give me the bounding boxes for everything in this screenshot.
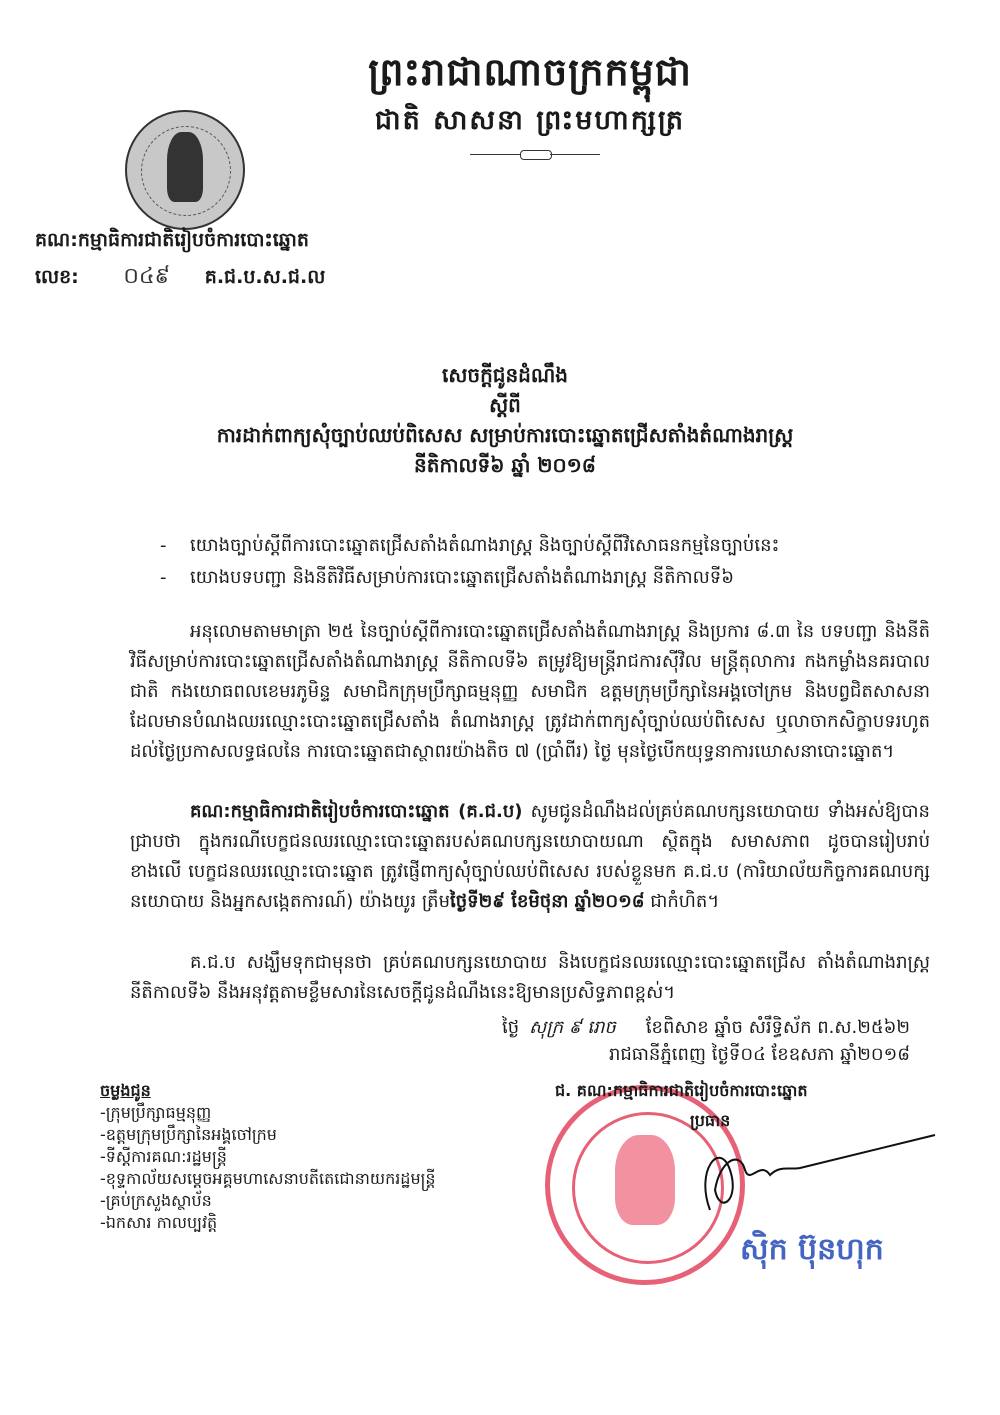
lunar-date: ថ្ងៃ សុក្រ ៩ រោច ខែពិសាខ ឆ្នាំច សំរឹទ្ធិស័ក ព.ស.២៥៦២ — [502, 1017, 910, 1038]
cc-list — [100, 1080, 436, 1234]
document-title — [180, 360, 830, 480]
body-paragraph-1: អនុលោមតាមមាត្រា ២៥ នៃច្បាប់ស្ដីពីការបោះឆ្នោតជ្រើសតាំងតំណាងរាស្ត្រ និងប្រការ ៨.៣ នៃ បទបញ្ជា និងនីតិវិធីសម្រាប់ការបោះឆ្នោតជ្រើសតាំងតំណាងរាស្ត្រ នីតិកាលទី៦ តម្រូវឱ្យមន្ត្រីរាជការស៊ីវិល មន្ត្រីតុលាការ កងកម្លាំងនគរបាលជាតិ កងយោធពលខេមរភូមិន្ទ សមាជិកក្រុមប្រឹក្សាធម្មនុញ្ញ សមាជិក ឧត្ដមក្រុមប្រឹក្សានៃអង្គចៅក្រម និងបព្វជិតសាសនា ដែលមានបំណងឈរឈ្មោះបោះឆ្នោតជ្រើសតាំង តំណាងរាស្ត្រ ត្រូវដាក់ពាក្យសុំច្បាប់ឈប់ពិសេស ឬលាចាកសិក្ខាបទរហូតដល់ថ្ងៃប្រកាសលទ្ធផលនៃ ការបោះឆ្នោតជាស្ថាពរយ៉ាងតិច ៧ (ប្រាំពីរ) ថ្ងៃ មុនថ្ងៃបើកយុទ្ធនាការឃោសនាបោះឆ្នោត។ — [130, 621, 930, 762]
cc-item: -ទីស្ដីការគណ:រដ្ឋមន្ត្រី — [100, 1147, 227, 1166]
deadline: ថ្ងៃទី២៩ ខែមិថុនា ឆ្នាំ២០១៨ — [450, 891, 645, 912]
cc-item: -ឧត្ដមក្រុមប្រឹក្សានៃអង្គចៅក្រម — [100, 1125, 277, 1144]
ref-number: ០៤៩ — [123, 264, 171, 289]
ref-label: លេខ: — [35, 266, 79, 288]
signature-scribble — [690, 1130, 940, 1220]
organization-name: គណ:កម្មាធិការជាតិរៀបចំការបោះឆ្នោត (គ.ជ.ប) — [190, 801, 523, 822]
national-motto: ជាតិ សាសនា ព្រះមហាក្សត្រ — [374, 105, 686, 136]
signer-name: ស៊ិក ប៊ុនហុក — [740, 1232, 884, 1267]
title-line-2: ស្ដីពី — [489, 393, 521, 417]
title-line-4: នីតិកាលទី៦ ឆ្នាំ ២០១៨ — [414, 453, 596, 477]
ornament-divider — [470, 150, 600, 160]
nec-emblem-logo — [125, 110, 245, 230]
cc-item: -គ្រប់ក្រសួងស្ថាប័ន — [100, 1191, 212, 1210]
reference-number — [35, 262, 325, 294]
cc-item: -ក្រុមប្រឹក្សាធម្មនុញ្ញ — [100, 1103, 212, 1122]
body-paragraph-3: គ.ជ.ប សង្ឃឹមទុកជាមុនថា គ្រប់គណបក្សនយោបាយ និងបេក្ខជនឈរឈ្មោះបោះឆ្នោតជ្រើស តាំងតំណាងរាស្ត្រ នីតិកាលទី៦ នឹងអនុវត្តតាមខ្លឹមសារនៃសេចក្ដីជូនដំណឹងនេះឱ្យមានប្រសិទ្ធភាពខ្ពស់។ — [130, 952, 930, 1003]
body-paragraph-2: គណ:កម្មាធិការជាតិរៀបចំការបោះឆ្នោត (គ.ជ.ប) សូមជូនដំណឹងដល់គ្រប់គណបក្សនយោបាយ ទាំងអស់ឱ្យបានជ្រាបថា ក្នុងករណីបេក្ខជនឈរឈ្មោះបោះឆ្នោតរបស់គណបក្សនយោបាយណា ស្ថិតក្នុង សមាសភាព ដូចបានរៀបរាប់ខាងលើ បេក្ខជនឈរឈ្មោះបោះឆ្នោត ត្រូវផ្ញើពាក្យសុំច្បាប់ឈប់ពិសេស របស់ខ្លួនមក គ.ជ.ប (ការិយាល័យកិច្ចការគណបក្សនយោបាយ និងអ្នកសង្កេតការណ៍) យ៉ាងយូរ ត្រឹមថ្ងៃទី២៩ ខែមិថុនា ឆ្នាំ២០១៨ ជាកំហិត។ — [130, 801, 930, 912]
references-list — [160, 530, 920, 594]
ref-code: គ.ជ.ប.ស.ជ.ល — [204, 266, 326, 288]
cc-title: ចម្លងជូន — [100, 1081, 151, 1100]
handwritten-day: សុក្រ ៩ រោច — [529, 1017, 616, 1038]
signer-title: ប្រធាន — [690, 1111, 731, 1130]
solar-date: រាជធានីភ្នំពេញ ថ្ងៃទី០៤ ខែឧសភា ឆ្នាំ២០១៨ — [608, 1044, 910, 1065]
kingdom-header: ព្រះរាជាណាចក្រកម្ពុជា — [368, 49, 692, 94]
reference-item: - យោងច្បាប់ស្ដីពីការបោះឆ្នោតជ្រើសតាំងតំណាងរាស្ត្រ និងច្បាប់ស្ដីពីវិសោធនកម្មនៃច្បាប់នេះ — [160, 535, 780, 556]
reference-item: - យោងបទបញ្ជា និងនីតិវិធីសម្រាប់ការបោះឆ្នោតជ្រើសតាំងតំណាងរាស្ត្រ នីតិកាលទី៦ — [160, 567, 734, 588]
title-line-1: សេចក្ដីជូនដំណឹង — [442, 363, 568, 387]
title-line-3: ការដាក់ពាក្យសុំច្បាប់ឈប់ពិសេស សម្រាប់ការបោះឆ្នោតជ្រើសតាំងតំណាងរាស្ត្រ — [216, 423, 794, 447]
sender-organization: គណ:កម្មាធិការជាតិរៀបចំការបោះឆ្នោត — [35, 229, 309, 251]
cc-item: -ឯកសារ កាលប្បវត្តិ — [100, 1213, 218, 1232]
cc-item: -ខុទ្ទកាល័យសម្ដេចអគ្គមហាសេនាបតីតេជោនាយករដ្ឋមន្ត្រី — [100, 1169, 436, 1188]
signer-organization: ជ. គណ:កម្មាធិការជាតិរៀបចំការបោះឆ្នោត — [555, 1081, 808, 1100]
